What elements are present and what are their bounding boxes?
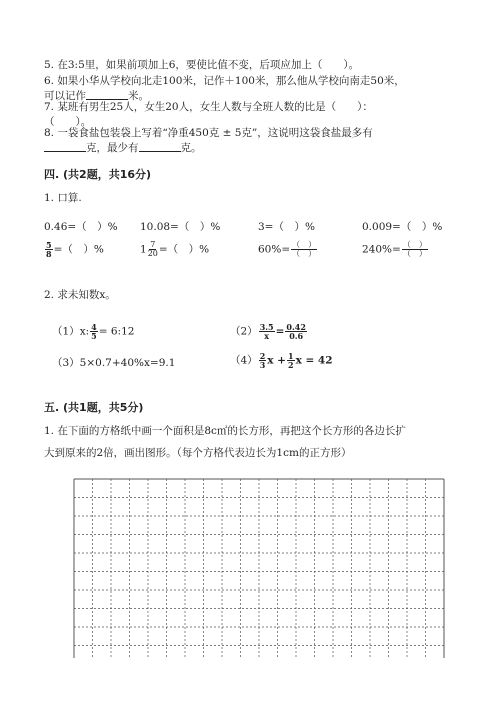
- q8-end-text: 克。: [180, 142, 202, 154]
- drawing-question-line-1: 1. 在下面的方格纸中画一个面积是8c㎡的长方形，再把这个长方形的各边长扩: [44, 425, 406, 437]
- oral-b4: 240%= $\frac{( )}{( )}$: [362, 240, 427, 258]
- question-7-line-1: 7. 某班有男生25人，女生20人，女生人数与全班人数的比是（ ）：: [44, 101, 373, 113]
- drawing-question-line-2: 大到原来的2倍，画出图形。（每个方格代表边长为1cm的正方形）: [44, 447, 352, 459]
- oral-b2: 1 $\frac{7}{20}$ =（ ）%: [140, 240, 210, 258]
- oral-a2: 10.08=（ ）%: [140, 221, 221, 233]
- oral-a1: 0.46=（ ）%: [44, 221, 118, 233]
- fraction-3.5-x: $\frac{3.5}{x}$: [259, 322, 274, 341]
- fraction-5-8: $\frac{5}{8}$: [46, 240, 52, 259]
- fraction-blank-b4: $\frac{( )}{( )}$: [402, 240, 427, 258]
- fraction-4-5: $\frac{4}{5}$: [91, 322, 97, 341]
- question-8-line-1: 8. 一袋食盐包装袋上写着“净重450克 ± 5克”，这说明这袋食盐最多有: [44, 127, 373, 139]
- fraction-1-2: $\frac{1}{2}$: [287, 351, 294, 370]
- q8-blank-min: [139, 141, 181, 152]
- oral-calc-title: 1. 口算.: [44, 192, 82, 204]
- equation-2: （2） $\frac{3.5}{x}$ = $\frac{0.42}{0.6}$: [230, 322, 306, 341]
- equation-4: （4） $\frac{2}{3}$ x + $\frac{1}{2}$ x = 42: [230, 351, 333, 370]
- fraction-0.42-0.6: $\frac{0.42}{0.6}$: [286, 322, 306, 341]
- equation-1: （1）x: $\frac{4}{5}$ = 6:12: [52, 322, 135, 341]
- question-6-line-1: 6. 如果小华从学校向北走100米，记作＋100米，那么他从学校向南走50米，: [44, 75, 405, 87]
- oral-b1: $\frac{5}{8}$ =（ ）%: [46, 240, 104, 259]
- solve-x-title: 2. 求未知数x。: [44, 289, 116, 301]
- oral-a3: 3=（ ）%: [258, 221, 315, 233]
- oral-a4: 0.009=（ ）%: [362, 221, 443, 233]
- fraction-2-3: $\frac{2}{3}$: [259, 351, 266, 370]
- equation-3: （3）5×0.7+40%x=9.1: [52, 357, 176, 369]
- section-4-title: 四. (共2题，共16分): [44, 168, 152, 181]
- section-5-title: 五. (共1题，共5分): [44, 401, 144, 414]
- q6-suffix: 米。: [128, 90, 149, 102]
- grid-paper[interactable]: [73, 478, 453, 658]
- fraction-blank-b3: $\frac{( )}{( )}$: [292, 240, 317, 258]
- question-5: 5. 在3:5里，如果前项加上6，要使比值不变，后项应加上（ ）。: [44, 59, 360, 71]
- q8-blank-max: [44, 141, 86, 152]
- oral-b3: 60%= $\frac{( )}{( )}$: [258, 240, 317, 258]
- fraction-7-20: $\frac{7}{20}$: [147, 240, 158, 258]
- q6-prefix: 可以记作: [44, 90, 86, 102]
- question-7-line-2: （ ）。: [44, 116, 92, 128]
- question-8-line-2: [44, 141, 202, 155]
- q6-blank: [86, 89, 128, 100]
- q8-mid-text: 克，最少有: [86, 142, 139, 154]
